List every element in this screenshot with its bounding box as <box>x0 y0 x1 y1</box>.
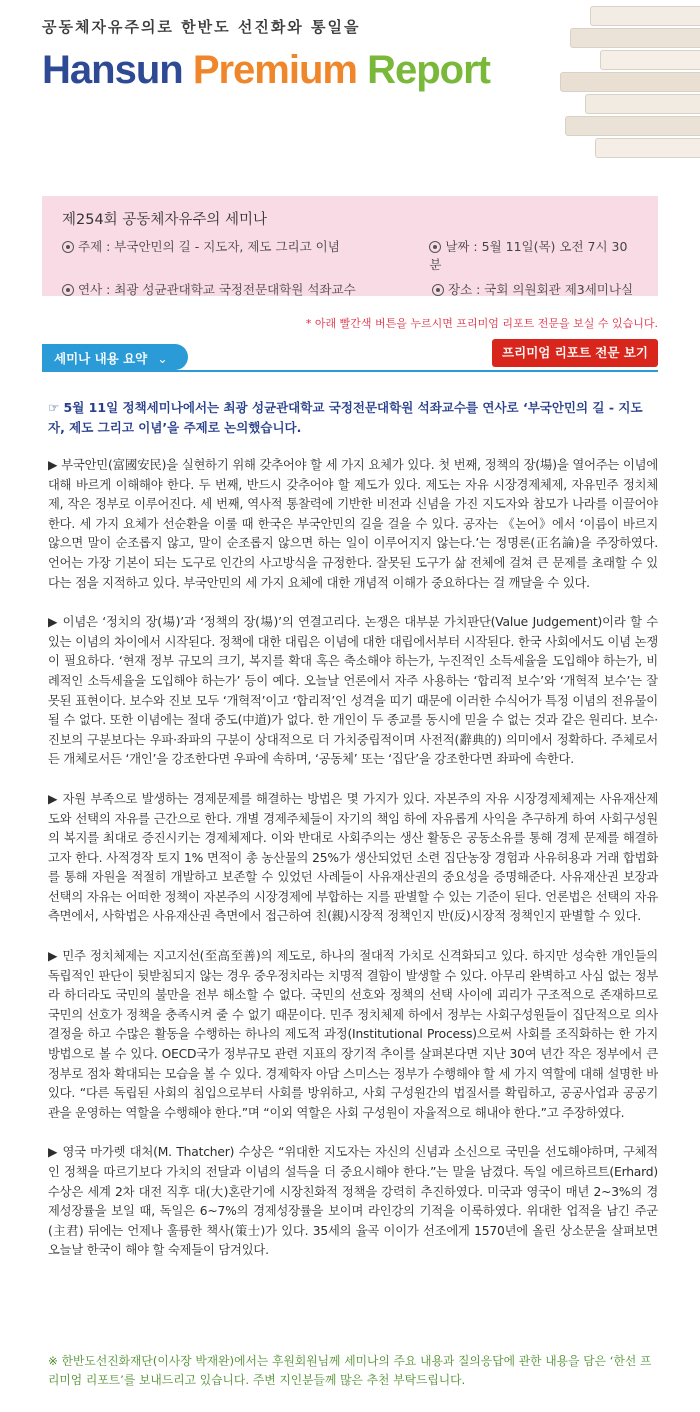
info-row-1 <box>62 237 638 273</box>
seminar-title: 제254회 공동체자유주의 세미나 <box>62 212 267 228</box>
brand-word-hansun: Hansun <box>42 48 183 92</box>
seminar-topic <box>62 237 429 273</box>
bullet-icon <box>62 241 74 253</box>
summary-tab-label: 세미나 내용 요약 <box>54 351 148 366</box>
paragraph-2: ▶ 이념은 ‘정치의 장(場)’과 ‘정책의 장(場)’의 연결고리다. 논쟁은 대부분 가치판단(Value Judgement)이라 할 수 있는 이념의 차이에서 시작된다. 정책에 대한 대립은 이념에 대한 대립에서부터 시작된다. 한국 사회에서도 이념 논쟁이 필요하다. ‘현재 정부 규모의 크기, 복지를 확대 혹은 축소해야 하는가, 누진적인 소득세율을 도입해야 하는가, 비례적인 소득세율을 도입해야 하는가’ 등이 예다. 오늘날 언론에서 자주 사용하는 ‘합리적 보수’와 ‘개혁적 보수’는 잘못된 표현이다. 보수와 진보 모두 ‘개혁적’이고 ‘합리적’인 성격을 띠기 때문에 이러한 수식어가 특정 이념의 전유물이 될 수 없다. 또한 이념에는 절대 중도(中道)가 없다. 한 개인이 두 종교를 동시에 믿을 수 없는 것과 같은 원리다. 보수·진보의 구분보다는 우파·좌파의 구분이 상대적으로 더 가치중립적이며 사전적(辭典的) 의미에서 정확하다. 주체로서든 개체로서든 ‘개인’을 강조한다면 우파에 속하며, ‘공동체’ 또는 ‘집단’을 강조한다면 좌파에 속한다. <box>48 615 658 767</box>
summary-content <box>48 398 658 1281</box>
intro-text: ☞ 5월 11일 정책세미나에서는 최광 성균관대학교 국정전문대학원 석좌교수를 연사로 ‘부국안민의 길 - 지도자, 제도 그리고 이념’을 주제로 논의했습니다. <box>48 400 643 435</box>
paragraph-4: ▶ 민주 정치체제는 지고지선(至高至善)의 제도로, 하나의 절대적 가치로 신격화되고 있다. 하지만 성숙한 개인들의 독립적인 판단이 뒷받침되지 않는 경우 중우정치라는 치명적 결함이 발생할 수 있다. 아무리 완벽하고 사심 없는 정부라 하더라도 국민의 불만을 전부 해소할 수 없다. 국민의 선호와 정책의 선택 사이에 괴리가 구조적으로 존재하므로 국민의 선호가 정책을 충족시켜 줄 수 없기 때문이다. 민주 정치체제 하에서 정부는 사회구성원들이 집단적으로 의사결정을 하고 수많은 활동을 수행하는 하나의 제도적 과정(Institutional Process)으로써 사회를 조직화하는 한 가지 방법으로 볼 수 있다. OECD국가 정부규모 관련 지표의 장기적 추이를 살펴본다면 지난 30여 년간 작은 정부에서 큰 정부로 점차 확대되는 모습을 볼 수 있다. 경제학자 아담 스미스는 정부가 수행해야 할 세 가지 역할에 대해 설명한 바 있다. “다른 독립된 사회의 침입으로부터 사회를 방위하고, 사회 구성원간의 법질서를 확립하고, 공공사업과 공공기관을 운영하는 역할을 수행해야 한다.”며 “이외 역할은 사회 구성원이 자율적으로 해내야 한다.”고 주장하였다. <box>48 949 658 1120</box>
paragraph-1: ▶ 부국안민(富國安民)을 실현하기 위해 갖추어야 할 세 가지 요체가 있다. 첫 번째, 정책의 장(場)을 열어주는 이념에 대해 바르게 이해해야 한다. 두 번째, 반드시 갖추어야 할 제도가 있다. 제도는 자유 시장경제체제, 자유민주 정치체제, 작은 정부로 이루어진다. 세 번째, 역사적 통찰력에 기반한 비전과 신념을 가진 지도자와 참모가 나라를 이끌어야 한다. 세 가지 요체가 선순환을 이룰 때 한국은 부국안민의 길을 걸을 수 있다. 공자는 《논어》에서 ‘이름이 바르지 않으면 말이 순조롭지 않고, 말이 순조롭지 않으면 하는 일이 이루어지지 않는다.’는 정명론(正名論)을 주장하였다. 언어는 가장 기본이 되는 도구로 인간의 사고방식을 규정한다. 잘못된 도구가 삶 전체에 걸쳐 큰 문제를 초래할 수 있다는 점을 지적하고 있다. 부국안민의 세 가지 요체에 대한 개념적 이해가 중요하다는 걸 깨달을 수 있다. <box>48 458 658 590</box>
paragraph-5: ▶ 영국 마가렛 대처(M. Thatcher) 수상은 “위대한 지도자는 자신의 신념과 소신으로 국민을 선도해야하며, 구체적인 정책을 따르기보다 가치의 전달과 이념의 설득을 더 중요시해야 한다.”는 말을 남겼다. 독일 에르하르트(Erhard) 수상은 세계 2차 대전 직후 대(大)혼란기에 시장친화적 정책을 강력히 추진하였다. 미국과 영국이 매년 2~3%의 경제성장률을 보일 때, 독일은 6~7%의 경제성장률을 보이며 라인강의 기적을 이룩하였다. 위대한 업적을 남긴 주군(主君) 뒤에는 언제나 훌륭한 책사(策士)가 있다. 35세의 율곡 이이가 선조에게 1570년에 올린 상소문을 살펴보면 오늘날 한국이 해야 할 숙제들이 담겨있다. <box>48 1145 658 1258</box>
tagline: 공동체자유주의로 한반도 선진화와 통일을 <box>42 18 361 36</box>
seminar-speaker-text: 연사 : 최광 성균관대학교 국정전문대학원 석좌교수 <box>78 282 356 297</box>
premium-report-button[interactable]: 프리미엄 리포트 전문 보기 <box>492 339 658 367</box>
info-row-2 <box>62 280 638 298</box>
book-stack-illustration <box>530 0 700 172</box>
chevron-down-icon: ⌄ <box>157 351 168 366</box>
seminar-date-text: 날짜 : 5월 11일(목) 오전 7시 30분 <box>429 239 628 272</box>
bullet-icon <box>432 284 444 296</box>
seminar-info-box <box>42 196 658 296</box>
seminar-place <box>432 280 633 298</box>
seminar-topic-text: 주제 : 부국안민의 길 - 지도자, 제도 그리고 이념 <box>78 239 340 254</box>
brand-logo <box>42 48 490 93</box>
footer-note: ※ 한반도선진화재단(이사장 박재완)에서는 후원회원님께 세미나의 주요 내용과 질의응답에 관한 내용을 담은 ‘한선 프리미엄 리포트’를 보내드리고 있습니다. 주변 지인분들께 많은 추천 부탁드립니다. <box>48 1354 652 1387</box>
seminar-speaker <box>62 280 432 298</box>
paragraph-3: ▶ 자원 부족으로 발생하는 경제문제를 해결하는 방법은 몇 가지가 있다. 자본주의 자유 시장경제체제는 사유재산제도와 선택의 자유를 근간으로 한다. 개별 경제주체들이 자기의 책임 하에 자유롭게 사익을 추구하게 하여 사회구성원의 복지를 최대로 증진시키는 경제체제다. 이와 반대로 사회주의는 생산 활동은 공동소유를 통해 경제 문제를 해결하고자 한다. 사적경작 토지 1% 면적이 총 농산물의 25%가 생산되었던 소련 집단농장 경험과 사유허용과 거래 합법화를 통해 자원을 적절히 개발하고 보존할 수 있었던 사례들이 사유재산권의 중요성을 증명해준다. 사유재산권 보장과 선택의 자유는 어떠한 정책이 자본주의 시장경제에 부합하는 지를 판별할 수 있는 기준이 된다. 언론법은 선택의 자유 측면에서, 사학법은 사유재산권 측면에서 접근하여 친(親)시장적 정책인지 반(反)시장적 정책인지 판별할 수 있다. <box>48 791 658 924</box>
brand-word-premium: Premium <box>192 48 357 92</box>
header-banner <box>0 0 700 172</box>
bullet-icon <box>429 241 441 253</box>
bullet-icon <box>62 284 74 296</box>
premium-notice: * 아래 빨간색 버튼을 누르시면 프리미엄 리포트 전문을 보실 수 있습니다. <box>305 317 658 330</box>
seminar-date <box>429 237 638 273</box>
seminar-place-text: 장소 : 국회 의원회관 제3세미나실 <box>448 282 634 297</box>
section-divider <box>42 370 658 372</box>
summary-tab[interactable] <box>42 344 188 370</box>
brand-word-report: Report <box>367 48 490 92</box>
